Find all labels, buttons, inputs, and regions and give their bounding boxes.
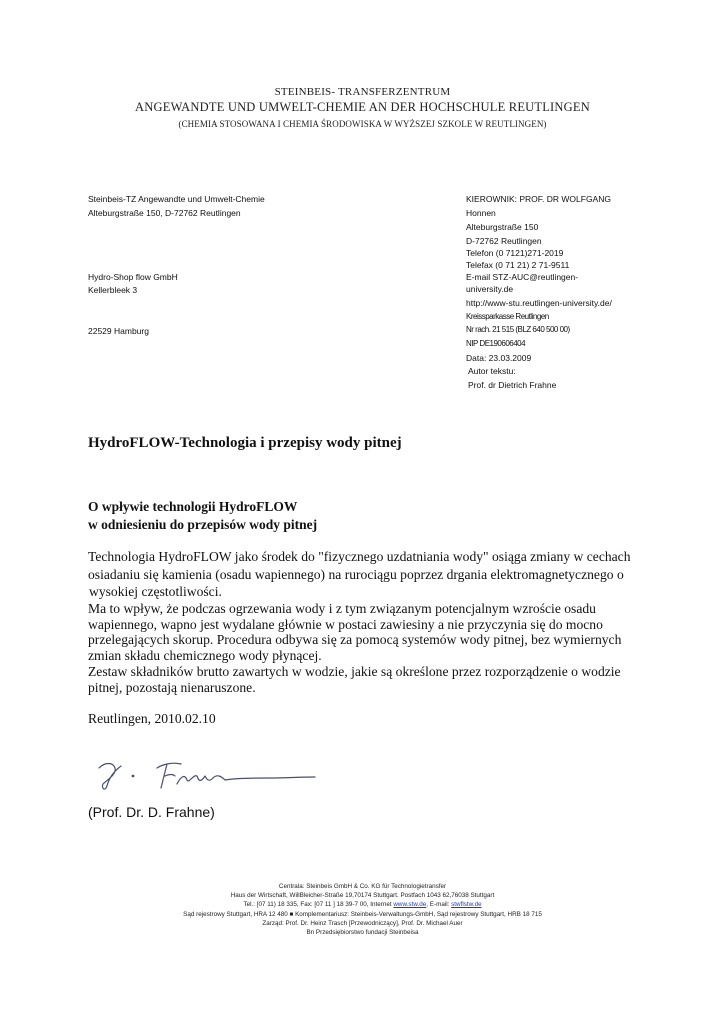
letterhead-line3: (CHEMIA STOSOWANA I CHEMIA ŚRODOWISKA W WYŻSZEJ SZKOLE W REUTLINGEN) [178,119,547,129]
contact-author: Prof. dr Dietrich Frahne [468,380,557,390]
footer-contact-line [0,900,725,909]
place-date: Reutlingen, 2010.02.10 [88,711,216,726]
contact-director: KIEROWNIK: PROF. DR WOLFGANG [466,194,611,204]
footer-email-link[interactable]: stwflstw.de [451,901,482,909]
paragraph-line: zmian składu chemicznego wody płynącej. [88,647,322,663]
contact-email-domain: university.de [466,284,514,294]
footer-email-label: , E-mail: [426,901,452,909]
paragraph-line: pitnej, pozostają nienaruszone. [88,679,256,695]
recipient-company: Hydro-Shop flow GmbH [88,272,178,282]
footer-website-link[interactable]: www.stw.de [393,901,427,909]
footer-line: Zarząd: Prof. Dr. Heinz Trasch [Przewodniczący], Prof. Dr. Michael Auer [262,919,463,927]
contact-phone: Telefon (0 7121)271-2019 [466,248,564,258]
footer-line: Sąd rejestrowy Stuttgart, HRA 12 480 ■ Komplementariusz: Steinbeis-Verwaltungs-GmbH, Sąd rejestrowy Stuttgart, HRB 18 715 [183,910,542,918]
footer-line: Haus der Wirtschaft, WillBleicher-Straße 19,70174 Stuttgart. Postfach 1043 62,76038 Stuttgart [230,892,495,900]
contact-city: D-72762 Reutlingen [466,236,542,246]
contact-nip: NIP DE190606404 [466,339,526,348]
contact-street: Alteburgstraße 150 [466,222,539,232]
contact-fax: Telefax (0 71 21) 2 71-9511 [466,260,570,270]
paragraph-line: Technologia HydroFLOW jako środek do "fizycznego uzdatniania wody" osiąga zmiany w cechach [88,549,631,564]
contact-account: Nr rach. 21 515 (BLZ 640 500 00) [466,325,570,334]
paragraph-1 [88,549,648,600]
contact-date: Data: 23.03.2009 [466,353,532,363]
footer [0,882,725,937]
sender-name: Steinbeis-TZ Angewandte und Umwelt-Chemie [88,194,265,204]
paragraph-line: wapiennego, wapno jest wydalane głównie w postaci zawiesiny a nie przyczynia się do mocno [88,616,603,632]
signature-image [95,752,325,797]
sender-address: Alteburgstraße 150, D-72762 Reutlingen [88,208,241,218]
paragraph-line: Zestaw składników brutto zawartych w wodzie, jakie są określone przez rozporządzenie o wodzie [88,664,621,679]
paragraph-3 [88,664,648,695]
footer-phone-fax: Tel.: [07 11) 18 335, Fax: [07 11 ] 18 39-7 00, Internet [243,901,394,909]
paragraph-line: wysokiej częstotliwości. [89,584,222,600]
footer-line: Centrala: Steinbeis GmbH & Co. KG für Technologietransfer [278,883,447,890]
contact-author-label: Autor tekstu: [468,366,516,376]
subtitle-line: w odniesieniu do przepisów wody pitnej [88,517,318,532]
document-subtitle [88,498,317,534]
contact-bank: Kreissparkasse Reutlingen [466,312,549,321]
recipient-street: Kellerbleek 3 [88,285,138,295]
letterhead-line2: ANGEWANDTE UND UMWELT-CHEMIE AN DER HOCHSCHULE REUTLINGEN [135,100,590,114]
paragraph-line: osiadaniu się kamienia (osadu wapiennego) na rurociągu poprzez drgania elektromagnetycznego o [88,566,624,582]
paragraph-line: przelegających skorup. Procedura odbywa się za pomocą systemów wody pitnej, bez wymiernych [88,632,622,648]
letterhead-line1: STEINBEIS- TRANSFERZENTRUM [274,86,451,98]
footer-line: Bn Przedsiębiorstwo fundacji Steinbeisa [306,929,419,937]
document-title: HydroFLOW-Technologia i przepisy wody pitnej [88,435,402,451]
recipient-city: 22529 Hamburg [88,326,149,336]
signature-name: (Prof. Dr. D. Frahne) [88,804,215,820]
subtitle-line: O wpływie technologii HydroFLOW [88,499,298,514]
contact-director-name: Honnen [466,208,496,218]
paragraph-2 [88,601,648,663]
contact-web: http://www-stu.reutlingen-university.de/ [466,298,612,308]
paragraph-line: Ma to wpływ, że podczas ogrzewania wody i z tym związanym potencjalnym wzroście osadu [88,601,596,616]
contact-email: E-mail STZ-AUC@reutlingen- [466,272,579,282]
